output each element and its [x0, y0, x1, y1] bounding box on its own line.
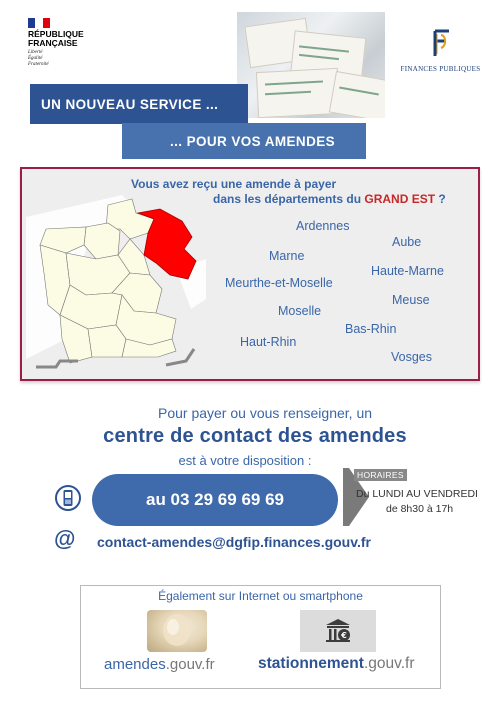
french-flag-icon — [28, 18, 50, 28]
hours-days: Du LUNDI AU VENDREDI — [356, 488, 478, 500]
question-line-2: dans les départements du GRAND EST ? — [213, 192, 446, 206]
building-euro-icon — [323, 617, 353, 645]
question-line-1: Vous avez reçu une amende à payer — [131, 177, 337, 191]
rf-motto: Liberté Égalité Fraternité — [28, 50, 49, 67]
banner-for-your-fines: ... POUR VOS AMENDES — [122, 123, 366, 159]
department-bas-rhin: Bas-Rhin — [345, 322, 397, 336]
finances-publiques-logo — [393, 28, 488, 73]
amendes-gouv-link[interactable]: amendes.gouv.fr — [104, 656, 215, 673]
banner-new-service: UN NOUVEAU SERVICE ... — [30, 84, 248, 124]
stationnement-gouv-link[interactable]: stationnement.gouv.fr — [258, 655, 415, 672]
department-vosges: Vosges — [391, 350, 433, 364]
stationnement-app-image — [300, 610, 376, 652]
department-meuse: Meuse — [392, 293, 430, 307]
hours-time: de 8h30 à 17h — [386, 503, 454, 515]
hours-label: HORAIRES — [354, 469, 407, 481]
rf-name: RÉPUBLIQUE FRANÇAISE — [28, 29, 84, 48]
phone-number-button[interactable]: au 03 29 69 69 69 — [92, 474, 338, 526]
department-meurthe-et-moselle: Meurthe-et-Moselle — [225, 276, 333, 290]
svg-text:€: € — [341, 631, 347, 640]
amendes-app-image — [147, 610, 207, 652]
contact-intro: Pour payer ou vous renseigner, un — [157, 405, 373, 421]
online-label: Également sur Internet ou smartphone — [158, 589, 363, 603]
department-haut-rhin: Haut-Rhin — [240, 335, 297, 349]
department-haute-marne: Haute-Marne — [371, 264, 444, 278]
department-moselle: Moselle — [278, 304, 322, 318]
contact-email-link[interactable]: contact-amendes@dgfip.finances.gouv.fr — [97, 534, 371, 550]
grand-est-highlight: GRAND EST — [364, 192, 436, 206]
department-marne: Marne — [269, 249, 305, 263]
contact-sub: est à votre disposition : — [178, 453, 312, 468]
at-sign-icon: @ — [54, 526, 76, 551]
france-map-grand-est — [26, 189, 206, 377]
department-aube: Aube — [392, 235, 422, 249]
contact-title: centre de contact des amendes — [103, 425, 407, 447]
finances-publiques-name: FINANCES PUBLIQUES — [400, 65, 481, 73]
finances-publiques-emblem-icon — [427, 28, 455, 58]
fine-notices-photo — [237, 12, 385, 118]
amendes-illustration-icon — [147, 610, 207, 652]
department-ardennes: Ardennes — [296, 219, 350, 233]
mobile-phone-icon — [55, 485, 81, 511]
republique-francaise-logo — [28, 18, 108, 68]
